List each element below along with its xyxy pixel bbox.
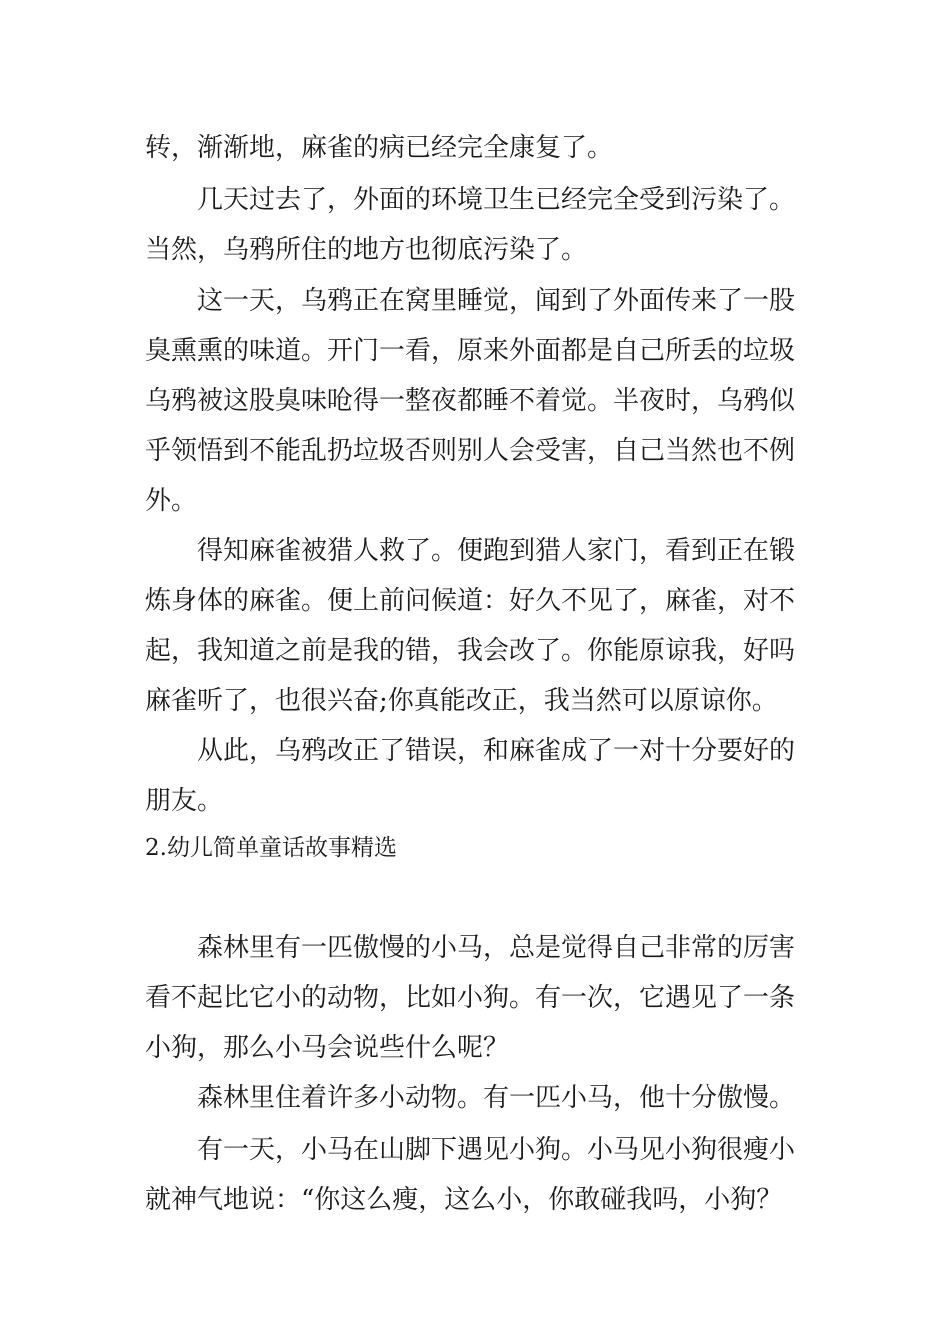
paragraph-line: 麻雀听了，也很兴奋;你真能改正，我当然可以原谅你。 xyxy=(145,686,778,716)
paragraph-line: 得知麻雀被猎人救了。便跑到猎人家门，看到正在锻 xyxy=(197,536,796,566)
paragraph-line: 森林里有一匹傲慢的小马，总是觉得自己非常的厉害 xyxy=(197,933,796,963)
paragraph-line: 当然，乌鸦所住的地方也彻底污染了。 xyxy=(145,235,588,265)
paragraph-line: 这一天，乌鸦正在窝里睡觉，闻到了外面传来了一股 xyxy=(197,286,796,316)
paragraph-line: 就神气地说：“你这么瘦，这么小，你敢碰我吗，小狗？ xyxy=(145,1185,783,1215)
paragraph-line: 炼身体的麻雀。便上前问候道：好久不见了，麻雀，对不 xyxy=(145,586,796,616)
paragraph-line: 转，渐渐地，麻雀的病已经完全康复了。 xyxy=(145,133,614,163)
paragraph-line: 看不起比它小的动物，比如小狗。有一次，它遇见了一条 xyxy=(145,983,796,1013)
paragraph-line: 外。 xyxy=(145,486,198,516)
paragraph-line: 小狗，那么小马会说些什么呢？ xyxy=(145,1033,510,1063)
paragraph-line: 有一天，小马在山脚下遇见小狗。小马见小狗很瘦小 xyxy=(197,1135,796,1165)
paragraph-line: 几天过去了，外面的环境卫生已经完全受到污染了。 xyxy=(197,185,796,215)
paragraph-line: 臭熏熏的味道。开门一看，原来外面都是自己所丢的垃圾 xyxy=(145,336,796,366)
section-heading: 2.幼儿简单童话故事精选 xyxy=(145,835,397,861)
paragraph-line: 乎领悟到不能乱扔垃圾否则别人会受害，自己当然也不例 xyxy=(145,436,796,466)
paragraph-line: 起，我知道之前是我的错，我会改了。你能原谅我，好吗 xyxy=(145,636,796,666)
paragraph-line: 乌鸦被这股臭味呛得一整夜都睡不着觉。半夜时，乌鸦似 xyxy=(145,386,796,416)
paragraph-line: 从此，乌鸦改正了错误，和麻雀成了一对十分要好的 xyxy=(197,736,796,766)
paragraph-line: 森林里住着许多小动物。有一匹小马，他十分傲慢。 xyxy=(197,1083,796,1113)
paragraph-line: 朋友。 xyxy=(145,786,224,816)
